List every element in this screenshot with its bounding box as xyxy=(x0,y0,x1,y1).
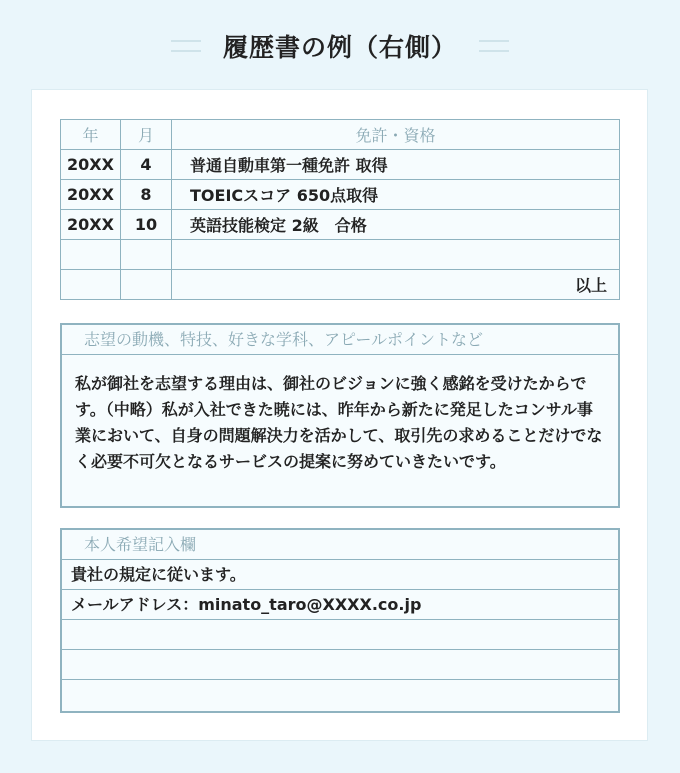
request-line: 貴社の規定に従います。 xyxy=(62,560,618,590)
month-cell xyxy=(121,240,172,270)
item-cell: TOEICスコア 650点取得 xyxy=(172,180,620,210)
month-cell: 4 xyxy=(121,150,172,180)
title-decoration-right xyxy=(479,40,509,52)
month-cell xyxy=(121,270,172,300)
year-cell: 20XX xyxy=(61,210,121,240)
title-decoration-left xyxy=(171,40,201,52)
item-cell: 普通自動車第一種免許 取得 xyxy=(172,150,620,180)
qualifications-table xyxy=(60,119,620,300)
year-cell: 20XX xyxy=(61,150,121,180)
page-title: 履歴書の例（右側） xyxy=(222,33,457,62)
table-header-row xyxy=(61,120,620,150)
year-header: 年 xyxy=(61,120,121,150)
page-header xyxy=(0,24,680,68)
table-row xyxy=(61,240,620,270)
year-cell xyxy=(61,270,121,300)
item-header: 免許・資格 xyxy=(172,120,620,150)
year-cell: 20XX xyxy=(61,180,121,210)
table-row xyxy=(61,150,620,180)
year-cell xyxy=(61,240,121,270)
motive-section xyxy=(60,323,620,508)
item-cell: 英語技能検定 2級 合格 xyxy=(172,210,620,240)
request-line: メールアドレス：minato_taro@XXXX.co.jp xyxy=(62,590,618,620)
month-header: 月 xyxy=(121,120,172,150)
request-heading: 本人希望記入欄 xyxy=(62,530,618,560)
motive-heading: 志望の動機、特技、好きな学科、アピールポイントなど xyxy=(62,325,618,355)
table-row xyxy=(61,210,620,240)
month-cell: 8 xyxy=(121,180,172,210)
end-mark: 以上 xyxy=(172,270,620,300)
table-row xyxy=(61,270,620,300)
request-section xyxy=(60,528,620,713)
motive-text: 私が御社を志望する理由は、御社のビジョンに強く感銘を受けたからです。（中略）私が入社できた暁には、昨年から新たに発足したコンサル事業において、自身の問題解決力を活かして、取引先の求めることだけでなく必要不可欠となるサービスの提案に努めていきたいです。 xyxy=(75,374,603,471)
table-row xyxy=(61,180,620,210)
item-cell xyxy=(172,240,620,270)
request-line xyxy=(62,650,618,680)
request-line xyxy=(62,620,618,650)
month-cell: 10 xyxy=(121,210,172,240)
request-line xyxy=(62,680,618,710)
